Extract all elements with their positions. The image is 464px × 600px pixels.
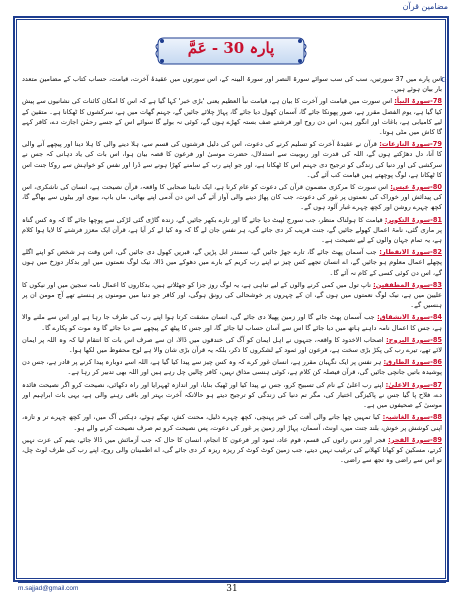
- paragraph-text: ناپ تول میں کمی کرنے والوں کے لیے تباہی ہے، یہ لوگ روز جزا کو جھٹلاتے ہیں، بدکاروں کا اعمال نامہ سجین میں اور نیکوں کا علیین میں ہے، نیک لوگ نعمتوں میں ہوں گے، ان کے چہروں پر خوشحالی کی رونق ہوگی، اور کافر جو دنیا میں مومنوں پر ہنستے تھے آج مومن ان پر ہنسیں گے۔: [22, 280, 442, 310]
- surah-heading: 84-سورۃ الانشقاق:: [377, 313, 442, 322]
- paragraph-text: کیا تمہیں چھا جانے والی آفت کی خبر پہنچی، کچھ چہرے ذلیل، محنت کش، تھکے ہوئے، دہکتی آگ میں، اور کچھ چہرے تر و تازہ، اپنی کوشش پر خوش، بلند جنت میں، اونٹ، آسمان، پہاڑ اور زمین پر غور کی دعوت، پس نصیحت کرو تم صرف نصیحت کرنے والے ہو۔: [22, 413, 442, 432]
- surah-heading: 83-سورۃ المطففین:: [373, 280, 442, 289]
- surah-paragraph: [22, 357, 442, 377]
- body-text: [22, 74, 442, 524]
- footer-email: m.sajjad@gmail.com: [18, 585, 79, 592]
- paragraph-text: اس پارے میں 37 سورتیں، سب کی سب سوائے سورۃ النصر اور سورۃ البینہ کے، اس سورتوں میں عقیدۂ آخرت، قیامت، حساب کتاب کے مضامین متعدد بار بیان ہوئے ہیں۔: [22, 75, 442, 94]
- paragraph-text: ہر نفس پر ایک نگہبان مقرر ہے، انسان غور کرے کہ وہ کس چیز سے پیدا کیا گیا ہے، اللہ اسے دوبارہ پیدا کرنے پر قادر ہے، جس دن پوشیدہ باتیں جانچی جائیں گی، قرآن فیصلہ کن کلام ہے، کوئی ہنسی مذاق نہیں، کافر چالیں چل رہے ہیں اور اللہ بھی تدبیر کر رہا ہے۔: [22, 358, 442, 377]
- paragraph-text: قیامت کا ہولناک منظر، جب سورج لپیٹ دیا جائے گا اور تارے بکھر جائیں گے، زندہ گاڑی گئی لڑکی سے پوچھا جائے گا کہ وہ کس گناہ پر ماری گئی، نامۂ اعمال کھولے جائیں گے، جنت قریب کر دی جائے گی، ہر نفس جان لے گا کہ وہ کیا لے کر آیا ہے، قرآن ایک معزز فرشتے کا لایا ہوا کلام ہے، یہ تمام جہان والوں کے لیے نصیحت ہے۔: [22, 215, 442, 245]
- intro-paragraph: [22, 74, 442, 94]
- surah-heading: 79-سورۃ النازعات:: [379, 140, 442, 149]
- chapter-title: پارہ 30 - عَمَّ: [187, 39, 275, 57]
- surah-paragraph: [22, 435, 442, 466]
- running-head: مضامین قرآن: [402, 2, 448, 11]
- surah-paragraph: [22, 380, 442, 411]
- intro-bullet-icon: ☪: [440, 76, 447, 84]
- surah-heading: 86-سورۃ الطارق:: [383, 358, 442, 367]
- surah-paragraph: [22, 312, 442, 332]
- page-number: 31: [226, 584, 238, 594]
- surah-heading: 81-سورۃ التکویر:: [384, 215, 442, 224]
- paragraph-text: اپنے رب اعلیٰ کے نام کی تسبیح کرو، جس نے پیدا کیا اور ٹھیک بنایا، اور اندازہ ٹھہرایا اور راہ دکھائی، نصیحت کرو اگر نصیحت فائدہ دے، فلاح پا گیا جس نے پاکیزگی اختیار کی، مگر تم دنیا کی زندگی کو ترجیح دیتے ہو حالانکہ آخرت بہتر اور باقی رہنے والی ہے، یہی بات ابراہیم اور موسیٰ کے صحیفوں میں ہے۔: [22, 380, 442, 410]
- surah-paragraph: [22, 247, 442, 278]
- paragraph-text: قرآن نے عقیدۂ آخرت کو تسلیم کرنے کی دعوت، اس کی دلیل فرشتوں کی قسم سے، ہلا دینے والی کا ہلا دینا اور پیچھے آنے والی کا آنا، دل دھڑکتے ہوں گے، اللہ کی قدرت اور ربوبیت سے استدلال، حضرت موسیٰ اور فرعون کا قصہ بیان ہوا، اس بات کی یاد دہانی کہ جس نے سرکشی کی اور دنیا کی زندگی کو ترجیح دی جہنم اس کا ٹھکانا ہے، اور جو اپنے رب کے سامنے کھڑا ہونے سے ڈرا اور نفس کو خواہش سے روکا جنت اس کا ٹھکانا ہے، لوگ پوچھتے ہیں قیامت کب آئے گی۔: [22, 140, 442, 179]
- paragraph-text: اصحاب الاخدود کا واقعہ، جنہوں نے اہل ایمان کو آگ کی خندقوں میں ڈالا، ان سے صرف اس بات کا انتقام لیا کہ وہ اللہ پر ایمان لائے تھے، تیرے رب کی پکڑ بڑی سخت ہے، فرعون اور ثمود کے لشکروں کا ذکر، بلکہ یہ قرآن بڑی شان والا ہے لوح محفوظ میں لکھا ہوا۔: [22, 335, 442, 355]
- surah-heading: 85-سورۃ البروج:: [386, 335, 442, 344]
- surah-paragraph: [22, 280, 442, 311]
- paragraph-text: جب آسمان پھٹ جائے گا اور زمین پھیلا دی جائے گی، انسان مشقت کرتا ہوا اپنے رب کی طرف جا رہا ہے اور اس سے ملنے والا ہے، جس کا اعمال نامہ داہنے ہاتھ میں دیا جائے گا اس سے آسان حساب لیا جائے گا، اور جس کا پیٹھ کے پیچھے سے دیا جائے گا وہ موت کو پکارے گا۔: [22, 313, 442, 332]
- surah-paragraph: [22, 215, 442, 246]
- surah-heading: 87-سورۃ الاعلیٰ:: [385, 380, 442, 389]
- surah-heading: 78-سورۃ النبأ:: [394, 97, 442, 106]
- surah-paragraph: [22, 96, 442, 137]
- surah-paragraph: [22, 335, 442, 355]
- footer-rule: [18, 582, 446, 583]
- paragraph-text: فجر اور دس راتوں کی قسم، قوم عاد، ثمود اور فرعون کا انجام، انسان کا حال کہ جب آزمائش میں ڈالا جائے، یتیم کی عزت نہیں کرتے، مسکین کو کھانا کھلانے کی ترغیب نہیں دیتے، جب زمین کوٹ کوٹ کر ریزہ ریزہ کر دی جائے گی، اے اطمینان والی روح، اپنے رب کی طرف لوٹ چل، تو اس سے راضی وہ تجھ سے راضی۔: [22, 435, 442, 465]
- paragraph-text: اس سورت کا مرکزی مضمون قرآن کی دعوت کو عام کرنا ہے، ایک نابینا صحابی کا واقعہ، قرآن نصیحت ہے، انسان کی ناشکری، اس کی پیدائش اور خوراک کی نعمتوں پر غور کی دعوت، جب کان پھاڑ دینے والی آواز آئے گی اس دن آدمی اپنے بھائی، ماں باپ، بیوی اور بیٹوں سے بھاگے گا، کچھ چہرے روشن اور کچھ چہرے غبار آلود ہوں گے۔: [22, 183, 442, 212]
- paragraph-text: جب آسمان پھٹ جائے گا، تارے جھڑ جائیں گے، سمندر ابل پڑیں گے، قبریں کھول دی جائیں گی، اس وقت ہر شخص کو اپنے اگلے پچھلے اعمال معلوم ہو جائیں گے، اے انسان تجھے کس چیز نے اپنے رب کریم کے بارے میں دھوکے میں ڈالا، نیک لوگ نعمتوں میں اور بدکار دوزخ میں ہوں گے، اس دن کوئی کسی کے کام نہ آئے گا۔: [22, 248, 442, 277]
- surah-heading: 88-سورۃ الغاشیہ:: [382, 413, 442, 422]
- surah-heading: 82-سورۃ الانفطار:: [379, 248, 442, 257]
- surah-heading: 80-سورۃ عبس:: [390, 183, 442, 192]
- chapter-banner: [154, 34, 308, 68]
- paragraph-text: اس سورت میں قیامت اور آخرت کا بیان ہے، قیامت نبأ العظیم یعنی 'بڑی خبر' کہا گیا ہے کہ اس کا امکان کائنات کی نشانیوں سے پیش کیا گیا ہے، یوم الفصل مقرر ہے، صور پھونکا جائے گا، آسمان کھول دیا جائے گا، پہاڑ چلائے جائیں گے، جہنم گھات میں ہے، سرکشوں کا ٹھکانا ہے۔ متقین کے لیے کامیابی ہے، باغات اور انگور ہیں، اس دن روح اور فرشتے صف بستہ کھڑے ہوں گے، کوئی نہ بولے گا سوائے اس کے جسے رحمٰن اجازت دے، کافر کہے گا کاش میں مٹی ہوتا۔: [22, 97, 442, 137]
- surah-paragraph: [22, 139, 442, 180]
- surah-paragraph: [22, 412, 442, 432]
- surah-heading: 89-سورۃ الفجر:: [388, 435, 442, 444]
- surah-paragraph: [22, 182, 442, 213]
